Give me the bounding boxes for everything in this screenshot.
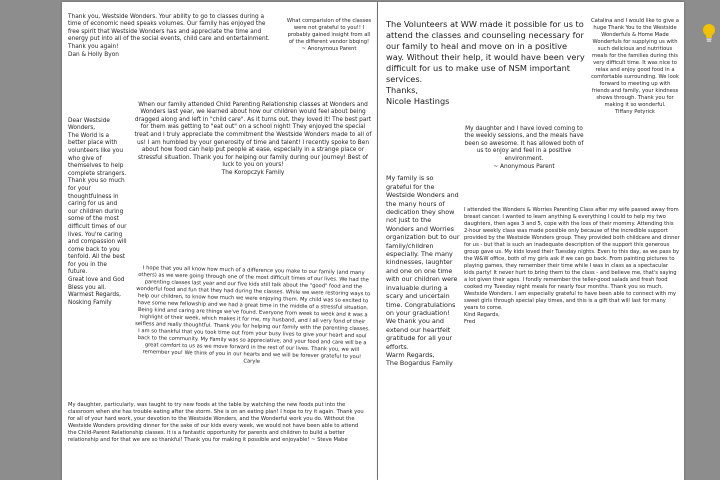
note-top-right-text: What comparision of the classes were not grateful to you!! I probably gained insight from all of the different vendor bbqing! ~ Anonymous Parent	[286, 18, 372, 52]
note-top-left-text: Thank you, Westside Wonders. Your ability to go to classes during a time of economic need speaks volumes. Our family has enjoyed the free spirit that Westside Wonders has and appreciate the time and energy put into all of the social events, child care and entertainment. Thank you again! Dan & Holly Byon	[68, 13, 270, 58]
lightbulb-icon	[702, 23, 716, 43]
note-right-top-right-text: Catalina and I would like to give a huge Thank You to the Westside Wonderfuls & Home Made Wonderfuls for supplying us with such delicious and nutritious meals for the families during this very difficult time. It was nice to relax and enjoy good food in a comfortable surrounding. We look forward to meeting up with friends and family, your kindness shows through. Thank you for making it so wonderful. Tiffany Petyrick	[591, 18, 679, 115]
note-top-left	[68, 6, 278, 67]
note-right-middle	[464, 118, 584, 179]
note-right-top-right	[590, 11, 680, 123]
note-center-1-text: When our family attended Child Parenting Relationship classes at Wonders and Wonders last year, we learned about how our children would feel about being dragged along and left in "child care". As it turns out, they loved it! The best part for them was getting to "eat out" on a school night! They enjoyed the special treat and I truly appreciate the commitment the Westside Wonders made to all of us! I am humbled by your generosity of time and talent! I recently spoke to Ben about how food can help put people at ease, especially in a strange place or stressful situation. Thank you for helping our family during our journey! Best of luck to you on yours! The Koropczyk Family	[134, 101, 372, 176]
note-center-1	[134, 94, 372, 185]
right-page	[378, 2, 684, 480]
note-right-top	[386, 8, 586, 118]
viewer-sidebar	[686, 0, 720, 480]
note-right-left-column-text: My family is so grateful for the Westside Wonders and the many hours of dedication they show not just to the Wonders and Worries organization but to our family/children especially. The many kindnesses, laughter and one on one time with our children were invaluable during a scary and uncertain time. Congratulations on your graduation! We thank you and extend our heartfelt gratitude for all your efforts. Warm Regards, The Bogardus Family	[386, 174, 460, 368]
note-right-middle-text: My daughter and I have loved coming to the weekly sessions, and the meals have been so awesome. It has allowed both of us to enjoy and feel in a positive environment. ~ Anonymous Parent	[464, 125, 584, 170]
note-center-2	[133, 258, 371, 375]
note-bottom	[68, 395, 368, 451]
note-right-left-column	[386, 166, 460, 376]
left-page	[62, 2, 377, 480]
note-bottom-text: My daughter, particularly, was taught to try new foods at the table by watching the new foods put into the classroom when she has trouble eating after the storm. She is on an eating plan! I hope to try it again. Thank you for all of your hard work, your devotion to the Westside Wonders, and the Wonderful work you do. Without the Westside Wonders providing dinner for the sake of our kids every week, we would not have been able to attend the Child-Parent Relationship classes. It is a fantastic opportunity for parents and children to build a better relationship and for that we are so thankful! Thank you for making it possible and enjoyable! ~ Steve Mabe	[68, 402, 364, 443]
note-top-right	[285, 11, 373, 60]
note-right-long	[464, 200, 680, 333]
note-right-top-text: The Volunteers at WW made it possible for us to attend the classes and counseling necessary for our family to heal and move on in a positive way. Without their help, it would have been very difficult for us to make use of NSM important services. Thanks, Nicole Hastings	[386, 19, 585, 106]
note-right-long-text: I attended the Wonders & Worries Parenting Class after my wife passed away from breast cancer. I wanted to learn anything & everything I could to help my two daughters, then ages 3 and 5, cope with the loss of their mommy. Attending this 2-hour weekly class was made possible only because of the incredible support provided by the Westside Wonders group. They provided both childcare and dinner for us - but that is such an inadequate description of the support this generous group gave us. My kids loved their Tuesday nights. Even to this day, as we pass by the W&W office, both of my girls ask if we can go back. From painting pictures to playing games, they remember their time while I was in class as a spectacular kids party! It never hurt to bring them to the class - and believe me, that's saying a lot given their ages. I fondly remember the teller-good salads and fresh food cooked my Tuesday night meals for nearly four months. Thank you so much, Westside Wonders. I am especially grateful to have been able to connect with my sweet girls through special play times, and this is a gift that will last for many years to come. Kind Regards, Fred	[464, 207, 680, 325]
lightbulb-button[interactable]	[700, 22, 718, 44]
note-center-2-text: I hope that you all know how much of a difference you make to our family (and many others) as we were going through one of the most difficult times of our lives. We had the parenting classes last year and our five kids still talk about the "good" food and the wonderful food and fun that they had during the classes. While we were restoring ways to help our children, to know how much we were enjoying them. My child was so excited to have some new fellowship and we had a great time in the middle of a stressful situation. Being kind and caring are things we've found. Everyone from week to week and it was a highlight of their week, which makes it for me, my husband, and I all very fond of their selfless and really thoughtful. Thank you for helping our family with the parenting classes. I am so thankful that you took time out from your busy lives to give your heart and soul back to the community. My Family was so appreciative, and your food and care will be a great comfort to us as we move forward in the rest of our lives. Thank you, we will remember you! We think of you in our hearts and we will be forever grateful to you! Caryle	[135, 265, 371, 365]
note-left-column	[68, 110, 128, 315]
note-left-column-text: Dear Westside Wonders, The World is a better place with volunteers like you who give of themselves to help complete strangers. Thank you so much for your thoughtfulness in caring for us and our children during some of the most difficult times of our lives. You're caring and compassion will come back to you tenfold. All the best for you in the future. Great love and God Bless you all. Warmest Regards, Nosking Family	[68, 117, 127, 306]
